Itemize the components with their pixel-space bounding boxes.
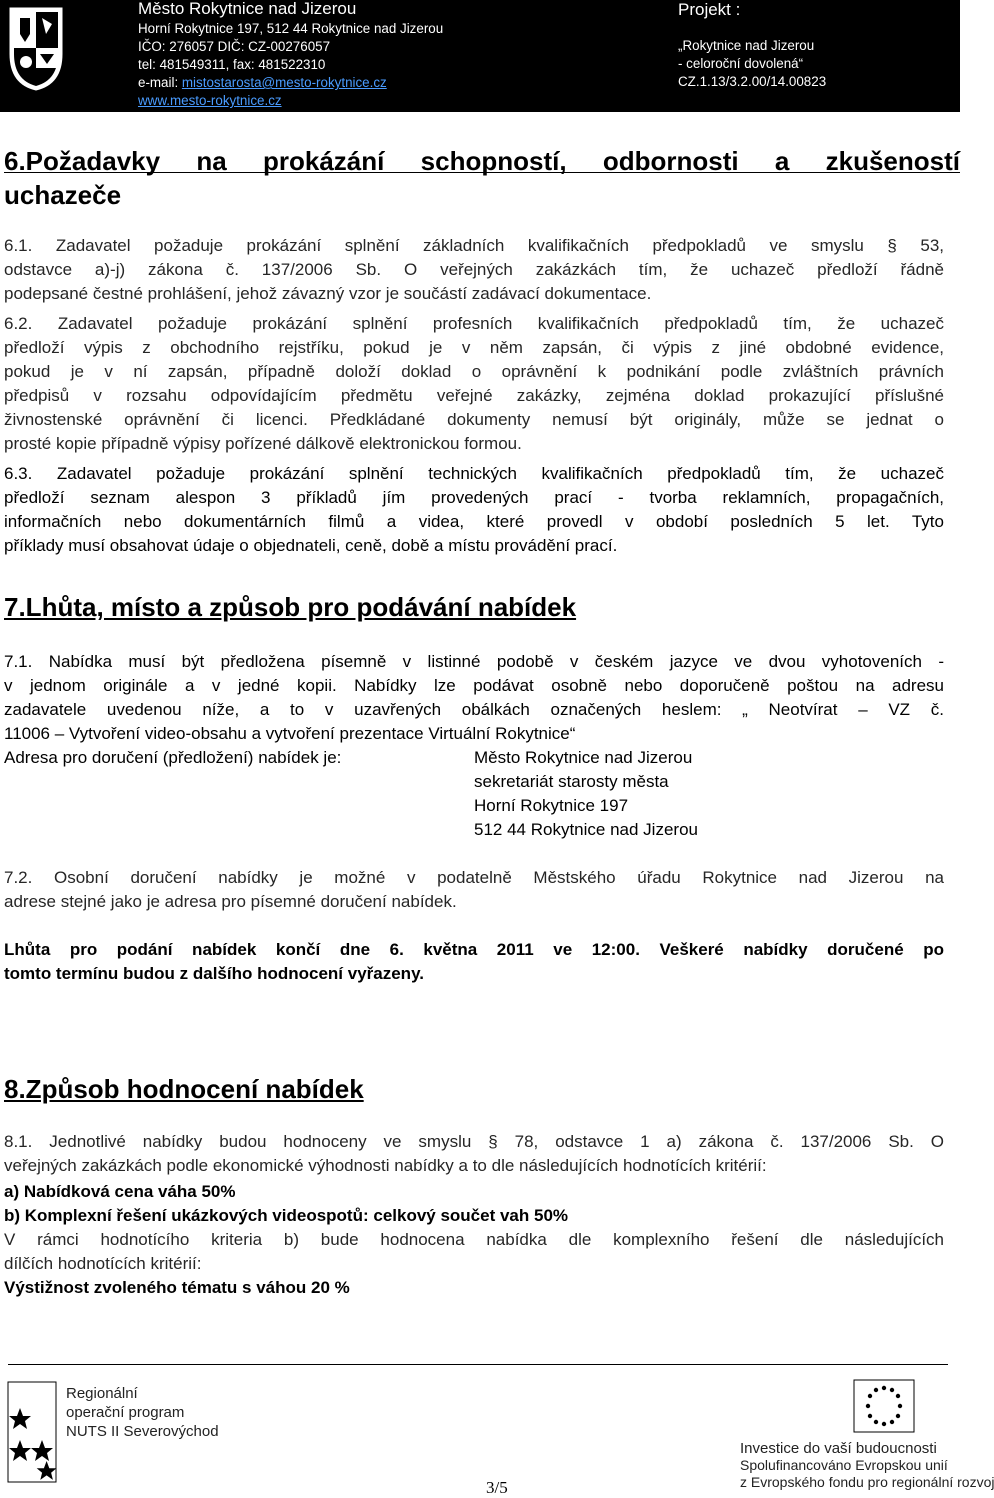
heading-rule bbox=[4, 172, 960, 173]
eu-funding-text: Investice do vaší budoucnosti Spolufinancováno Evropskou unií z Evropského fondu pro regionální rozvoj bbox=[740, 1440, 994, 1490]
project-label: Projekt : bbox=[678, 0, 741, 19]
project-code: CZ.1.13/3.2.00/14.00823 bbox=[678, 74, 827, 89]
footer-rule bbox=[8, 1364, 948, 1365]
rop-stars-logo-icon bbox=[6, 1380, 58, 1484]
town-address: Horní Rokytnice 197, 512 44 Rokytnice nad Jizerou bbox=[138, 21, 444, 36]
criterion-a: a) Nabídková cena váha 50% bbox=[4, 1182, 236, 1201]
paragraph-8-1: 8.1. Jednotlivé nabídky budou hodnoceny ve smyslu § 78, odstavce 1 a) zákona č. 137/2006 Sb. O veřejných zakázkách podle ekonomické výhodnosti nabídky a to dle následujících hodnotících kritérií: bbox=[4, 1132, 944, 1175]
address-label: Adresa pro doručení (předložení) nabídek je: bbox=[4, 748, 342, 767]
paragraph-6-1: 6.1. Zadavatel požaduje prokázání splnění základních kvalifikačních předpokladů ve smyslu § 53, odstavce a)-j) zákona č. 137/2006 Sb. O veřejných zakázkách tím, že uchazeč předloží řádně podepsané čestné prohlášení, jehož závazný vzor je součástí zadávací dokumentace. bbox=[4, 236, 944, 303]
delivery-address bbox=[474, 746, 698, 842]
deadline-notice: Lhůta pro podání nabídek končí dne 6. května 2011 ve 12:00. Veškeré nabídky doručené po tomto termínu budou z dalšího hodnocení vyřazeny. bbox=[4, 940, 944, 983]
town-crest-icon bbox=[6, 4, 66, 92]
section-7-heading: 7.Lhůta, místo a způsob pro podávání nabídek bbox=[4, 592, 577, 622]
eu-flag-icon bbox=[854, 1380, 914, 1432]
phone-fax: tel: 481549311, fax: 481522310 bbox=[138, 57, 326, 72]
address-line: Město Rokytnice nad Jizerou bbox=[474, 748, 693, 767]
paragraph-6-2: 6.2. Zadavatel požaduje prokázání splnění profesních kvalifikačních předpokladů tím, že uchazeč předloží výpis z obchodního rejstříku, pokud je v něm zapsán, či výpis z jiné obdobné evidence, pokud je v ní zapsán, případně doloží doklad o oprávnění k podnikání podle zvláštních právních předpisů v rozsahu odpovídajícím předmětu veřejné zakázky, zejména doklad prokazující příslušné živnostenské oprávnění či licenci. Předkládané dokumenty nemusí být originály, může se jednat o prosté kopie případně výpisy pořízené dálkově elektronickou formou. bbox=[4, 314, 944, 453]
ico-dic: IČO: 276057 DIČ: CZ-00276057 bbox=[138, 39, 331, 54]
address-line: sekretariát starosty města bbox=[474, 772, 669, 791]
section-8-heading: 8.Způsob hodnocení nabídek bbox=[4, 1074, 364, 1104]
sub-criterion-1: Výstižnost zvoleného tématu s váhou 20 % bbox=[4, 1278, 350, 1297]
paragraph-7-2: 7.2. Osobní doručení nabídky je možné v podatelně Městského úřadu Rokytnice nad Jizerou na adrese stejné jako je adresa pro písemné doručení nabídek. bbox=[4, 868, 944, 911]
paragraph-6-3: 6.3. Zadavatel požaduje prokázání splnění technických kvalifikačních předpokladů tím, že uchazeč předloží seznam alespon 3 příkladů jím provedených prací - tvorba reklamních, propagačních, informačních nebo dokumentárních filmů a videa, které provedl v období posledních 5 let. Tyto příklady musí obsahovat údaje o objednateli, ceně, době a místu provádění prací. bbox=[4, 464, 944, 555]
address-line: 512 44 Rokytnice nad Jizerou bbox=[474, 820, 698, 839]
web-link[interactable]: www.mesto-rokytnice.cz bbox=[138, 93, 282, 108]
section-6-heading: 6.Požadavky na prokázání schopností, odbornosti a zkušeností uchazeče bbox=[4, 146, 960, 210]
email-link[interactable]: mistostarosta@mesto-rokytnice.cz bbox=[181, 75, 387, 90]
letterhead bbox=[0, 0, 960, 112]
address-line: Horní Rokytnice 197 bbox=[474, 796, 629, 815]
project-subtitle: - celoroční dovolená“ bbox=[678, 56, 804, 71]
paragraph-8-2: V rámci hodnotícího kriteria b) bude hodnocena nabídka dle komplexního řešení dle následujících dílčích hodnotících kritérií: bbox=[4, 1230, 944, 1273]
email-label: e-mail: bbox=[138, 75, 182, 90]
town-name: Město Rokytnice nad Jizerou bbox=[138, 0, 357, 18]
project-name: „Rokytnice nad Jizerou bbox=[678, 38, 815, 53]
paragraph-7-1: 7.1. Nabídka musí být předložena písemně v listinné podobě v českém jazyce ve dvou vyhotoveních - v jednom originále a v jedné kopii. Nabídky lze podávat osobně nebo doporučeně poštou na adresu zadavatele uvedenou níže, a to v uzavřených obálkách označených heslem: „ Neotvírat – VZ č. 11006 – Vytvoření video-obsahu a vytvoření prezentace Virtuální Rokytnice“ bbox=[4, 652, 944, 743]
email-line bbox=[138, 74, 387, 91]
page-number: 3/5 bbox=[486, 1478, 508, 1497]
rop-program-text: Regionální operační program NUTS II Severovýchod bbox=[66, 1385, 219, 1440]
criterion-b: b) Komplexní řešení ukázkových videospotů: celkový součet vah 50% bbox=[4, 1206, 569, 1225]
